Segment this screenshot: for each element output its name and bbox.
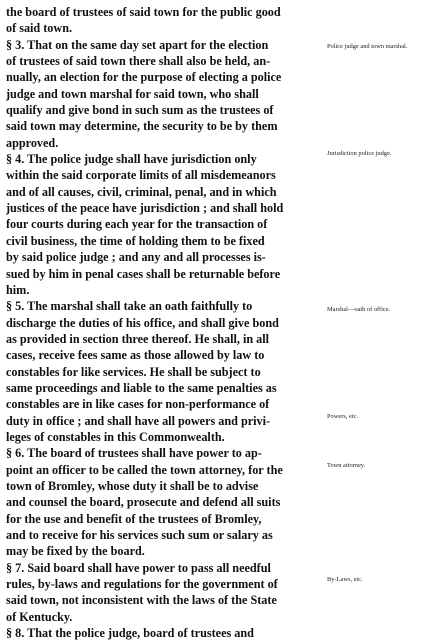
text-line: duty in office ; and shall have all powers and privi- [6,413,271,428]
text-line: point an officer to be called the town attorney, for the [6,462,283,477]
text-line: said town may determine, the security to be by them [6,119,278,134]
text-line: for the use and benefit of the trustees of Bromley, [6,511,262,526]
margin-note-jurisdiction: Jurisdiction police judge. [327,150,392,157]
text-line: approved. [6,135,59,150]
text-line: and to receive for his services such sum or salary as [6,528,273,542]
text-line: rules, by-laws and regulations for the government of [6,577,278,592]
text-line: him. [6,282,30,297]
text-line: nually, an election for the purpose of electing a police [6,70,282,85]
text-line: constables for like services. He shall be subject to [6,364,261,379]
text-line: four courts during each year for the transaction of [6,217,268,232]
text-line: § 6. The board of trustees shall have power to ap- [6,446,262,461]
text-line: § 4. The police judge shall have jurisdiction only [6,152,257,167]
text-line: within the said corporate limits of all misdemeanors [6,168,276,183]
text-line: judge and town marshal for said town, who shall [6,86,259,101]
text-line: civil business, the time of holding them to be fixed [6,233,265,248]
margin-note-by-laws: By-Laws, etc. [327,576,363,583]
text-line: justices of the peace have jurisdiction ; and shall hold [6,201,284,216]
margin-note-police-judge: Police judge and town marshal. [327,43,408,50]
text-line: leges of constables in this Commonwealth. [6,429,225,444]
text-line: § 7. Said board shall have power to pass all needful [6,560,271,575]
text-line: cases, receive fees same as those allowed by law to [6,348,265,363]
text-line: qualify and give bond in such sum as the trustees of [6,103,274,118]
text-line: the board of trustees of said town for the public good [6,5,281,19]
text-line: same proceedings and liable to the same penalties as [6,380,277,395]
text-line: of Kentucky. [6,609,73,624]
text-line: may be fixed by the board. [6,544,145,559]
text-line: § 5. The marshal shall take an oath faithfully to [6,299,253,314]
text-line: constables are in like cases for non-performance of [6,397,270,412]
text-line: discharge the duties of his office, and shall give bond [6,315,279,330]
margin-note-powers: Powers, etc. [327,413,359,420]
text-line: by said police judge ; and any and all processes is- [6,250,266,265]
text-line: of trustees of said town there shall also be held, an- [6,54,271,69]
text-line: town of Bromley, whose duty it shall be to advise [6,478,259,493]
text-line: § 3. That on the same day set apart for the election [6,37,269,52]
text-line: said town, not inconsistent with the laws of the State [6,593,277,608]
text-line: and counsel the board, prosecute and defend all suits [6,495,281,510]
text-line: as provided in section three thereof. He shall, in all [6,331,270,346]
margin-note-marshal-oath: Marshal—oath of office. [327,306,391,313]
statute-text [6,4,324,641]
text-line: sued by him in penal cases shall be returnable before [6,266,281,281]
text-line: § 8. That the police judge, board of trustees and [6,626,254,641]
text-line: of said town. [6,21,73,36]
text-line: and of all causes, civil, criminal, penal, and in which [6,184,277,199]
margin-note-town-attorney: Town attorney. [327,462,366,469]
